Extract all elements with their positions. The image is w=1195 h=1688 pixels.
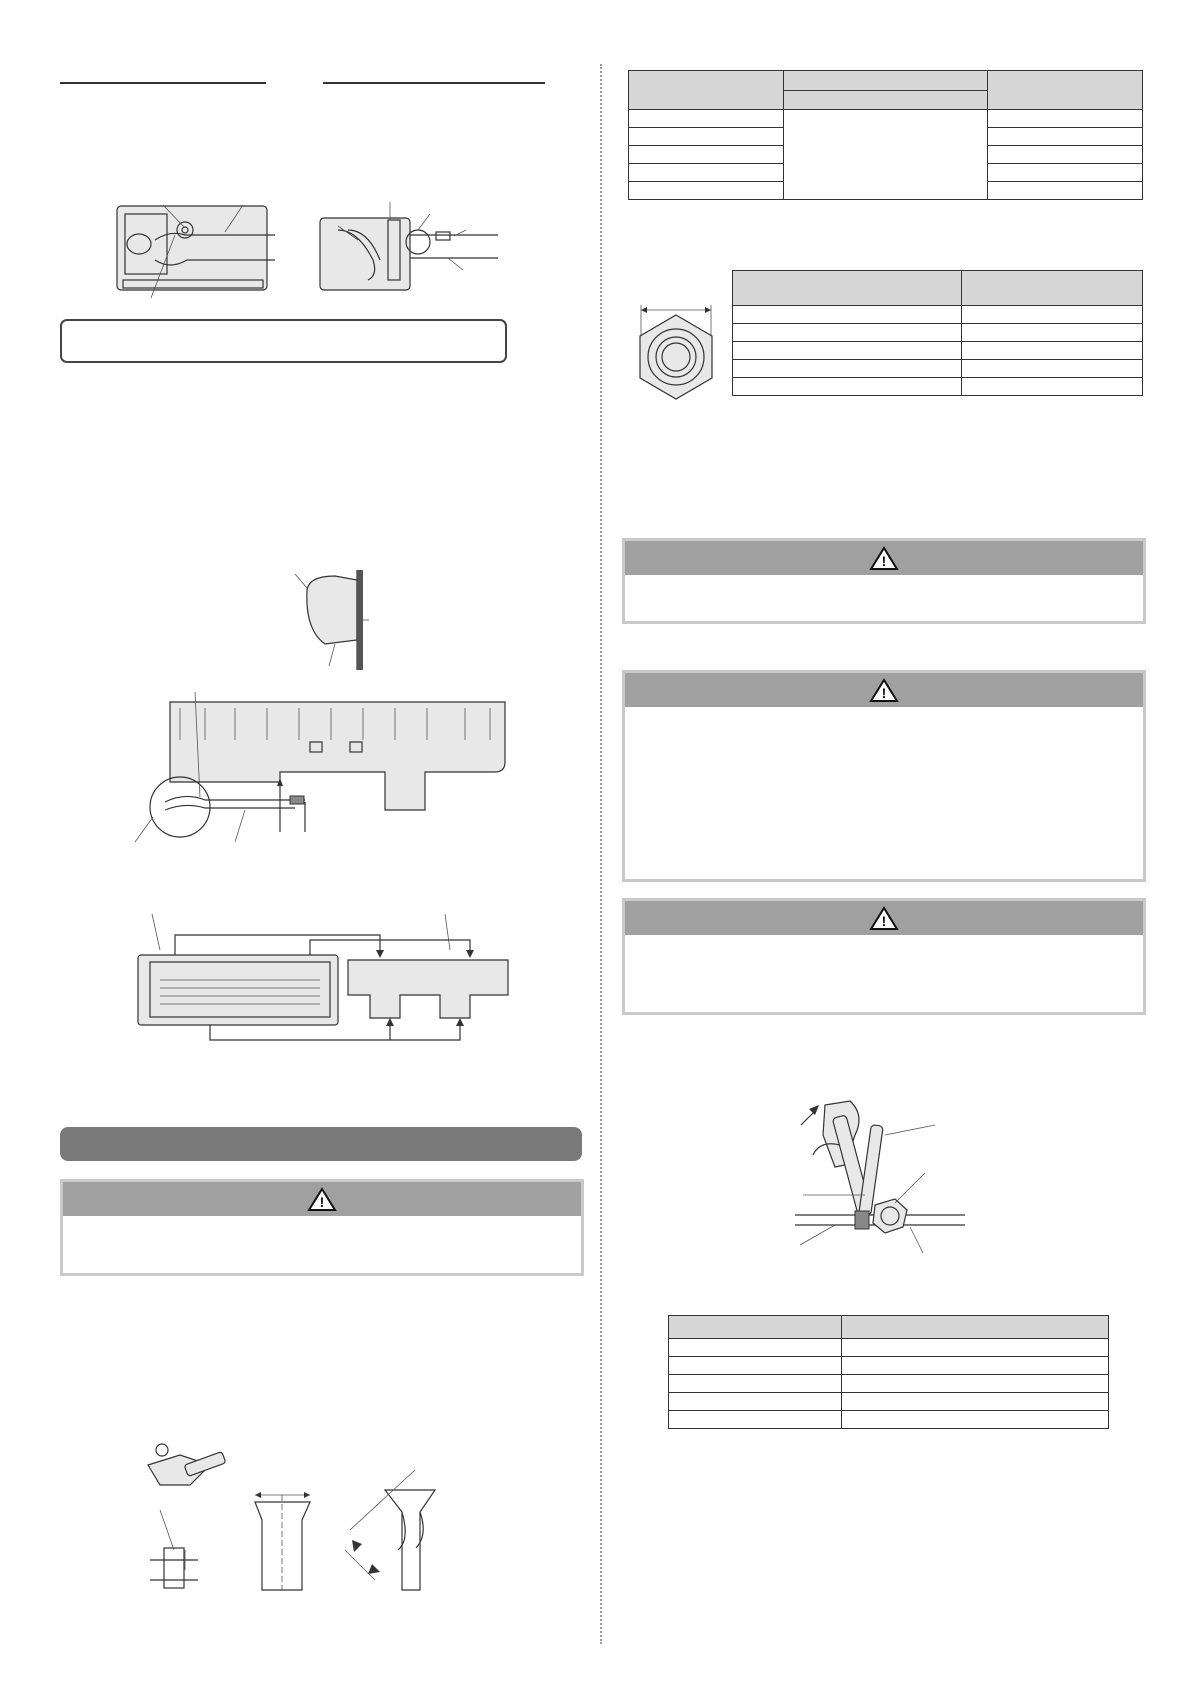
warning-header [625,673,1143,707]
warning-symbol: ! [319,1194,325,1210]
warning-box-3 [622,898,1146,1015]
table-cell [962,342,1143,360]
warning-triangle-icon [870,678,898,702]
table-header-cell [784,71,987,91]
table-cell [842,1375,1109,1393]
table-cell [629,182,784,200]
nut-size-table [732,270,1143,396]
heading-rule-right [323,82,545,84]
figure-hex-nut [636,300,716,405]
warning-box-1 [622,538,1146,624]
table-cell [987,164,1142,182]
table-cell [733,360,962,378]
figure-flaring [140,1440,470,1600]
table-header-cell [784,90,987,110]
table-cell [784,110,987,200]
table-cell [669,1411,842,1429]
table-cell [962,378,1143,396]
warning-triangle-icon [308,1187,336,1211]
table-cell [733,342,962,360]
figure-mounting-plate [135,692,515,842]
figure-unit-and-plate [130,910,520,1045]
table-cell [962,324,1143,342]
table-cell [962,360,1143,378]
table-cell [669,1375,842,1393]
warning-symbol: ! [881,685,887,701]
table-cell [987,110,1142,128]
warning-box-left [60,1179,584,1276]
table-cell [733,324,962,342]
table-header-cell [842,1316,1109,1339]
figure-pipe-clamp-left [115,200,285,300]
note-box [60,319,507,363]
table-cell [962,306,1143,324]
table-header-cell [629,71,784,110]
table-header-cell [962,271,1143,306]
table-cell [629,164,784,182]
table-cell [629,128,784,146]
table-header-cell [987,71,1142,110]
table-cell [987,146,1142,164]
heading-rule-left [60,82,266,84]
table-cell [842,1393,1109,1411]
figure-two-wrenches [795,1095,965,1260]
table-cell [842,1411,1109,1429]
table-cell [629,146,784,164]
table-cell [842,1339,1109,1357]
warning-triangle-icon [870,546,898,570]
column-divider [600,64,602,1644]
pipe-size-table [628,70,1143,200]
table-cell [733,378,962,396]
figure-pipe-clamp-right [318,200,498,300]
table-cell [629,110,784,128]
torque-table [668,1315,1109,1429]
figure-wall-hook [295,570,385,670]
table-cell [987,128,1142,146]
warning-symbol: ! [881,913,887,929]
warning-triangle-icon [870,906,898,930]
table-cell [669,1393,842,1411]
table-header-cell [733,271,962,306]
table-cell [669,1339,842,1357]
warning-header [625,541,1143,575]
table-cell [669,1357,842,1375]
section-heading-bar [60,1127,582,1161]
table-header-cell [669,1316,842,1339]
table-cell [842,1357,1109,1375]
warning-box-2 [622,670,1146,882]
warning-header [63,1182,581,1216]
warning-header [625,901,1143,935]
warning-symbol: ! [881,553,887,569]
table-cell [987,182,1142,200]
table-cell [733,306,962,324]
